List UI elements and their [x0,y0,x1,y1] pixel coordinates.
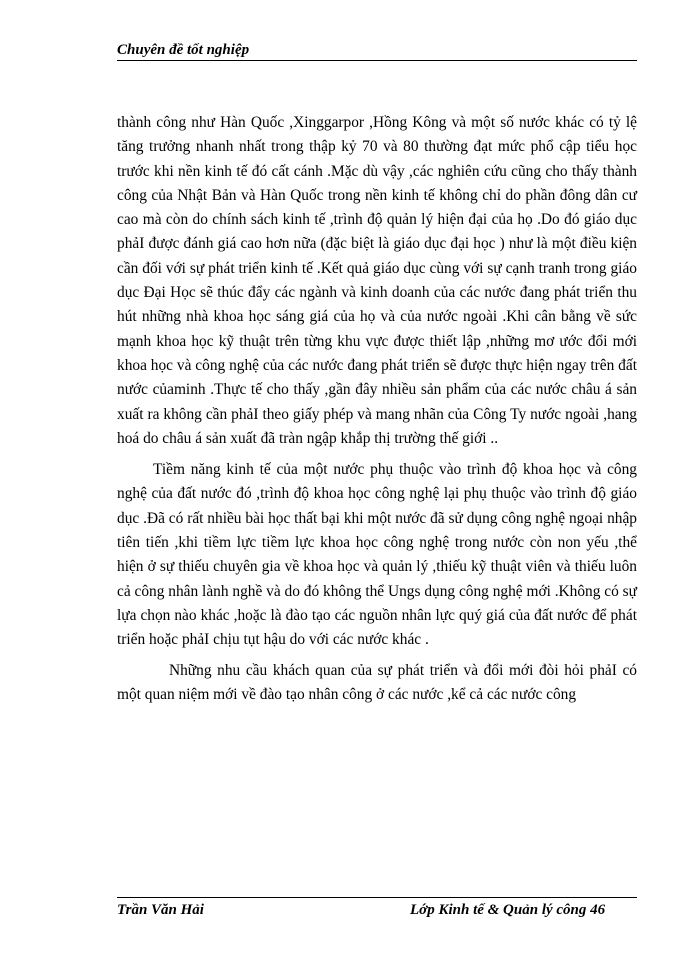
footer-divider [117,897,637,898]
paragraph: thành công như Hàn Quốc ,Xinggarpor ,Hồng Kông và một số nước khác có tỷ lệ tăng trưởng nhanh nhất trong thập kỷ 70 và 80 thường đạt mức phổ cập tiểu học trước khi nền kinh tế đó cất cánh .Mặc dù vậy ,các nghiên cứu cũng cho thấy thành công của Nhật Bản và Hàn Quốc trong nền kinh tế không chỉ do phần đông dân cư cao mà còn do chính sách kinh tế ,trình độ quản lý hiện đại của họ .Do đó giáo dục phảI được đánh giá cao hơn nữa (đặc biệt là giáo dục đại học ) như là một điều kiện cần đối với sự phát triển kinh tế .Kết quả giáo dục cùng với sự cạnh tranh trong giáo dục Đại Học sẽ thúc đẩy các ngành và kinh doanh của các nước đang phát triển thu hút những nhà khoa học sáng giá của họ và của nước ngoài .Khi cân bằng về sức mạnh khoa học kỹ thuật trên từng khu vực được thiết lập ,những mơ ước đổi mới khoa học và công nghệ của các nước đang phát triển sẽ được thực hiện ngay trên đất nước củaminh .Thực tế cho thấy ,gần đây nhiều sản phẩm của các nước châu á sản xuất ra không cần phảI theo giấy phép và mang nhãn của Công Ty nước ngoài ,hang hoá do châu á sản xuất đã tràn ngập khắp thị trường thế giới .. [117,114,637,447]
paragraph: Tiềm năng kinh tế của một nước phụ thuộc vào trình độ khoa học và công nghệ của đất nước đó ,trình độ khoa học công nghệ lại phụ thuộc vào trình độ giáo dục .Đã có rất nhiều bài học thất bại khi một nước đã sử dụng công nghệ ngoại nhập tiên tiến ,khi tiềm lực tiềm lực khoa học công nghệ trong nước còn non yếu ,thể hiện ở sự thiếu chuyên gia về khoa học và quản lý ,thiếu kỹ thuật viên và thiếu luôn cả công nhân lành nghề và do đó không thể Ungs dụng công nghệ mới .Không có sự lựa chọn nào khác ,hoặc là đào tạo các nguồn nhân lực quý giá của đất nước để phát triển hoặc phảI chịu tụt hậu do với các nước khác . [117,461,638,649]
footer-class: Lớp Kinh tế & Quản lý công 46 [410,902,606,918]
header-divider [117,60,637,61]
footer-author: Trần Văn Hải [117,902,204,918]
paragraph: Những nhu cầu khách quan của sự phát triển và đổi mới đòi hỏi phảI có một quan niệm mới về đào tạo nhân công ở các nước ,kể cả các nước công [117,661,637,703]
body-text [117,111,637,707]
header-title: Chuyên đề tốt nghiệp [117,42,250,58]
